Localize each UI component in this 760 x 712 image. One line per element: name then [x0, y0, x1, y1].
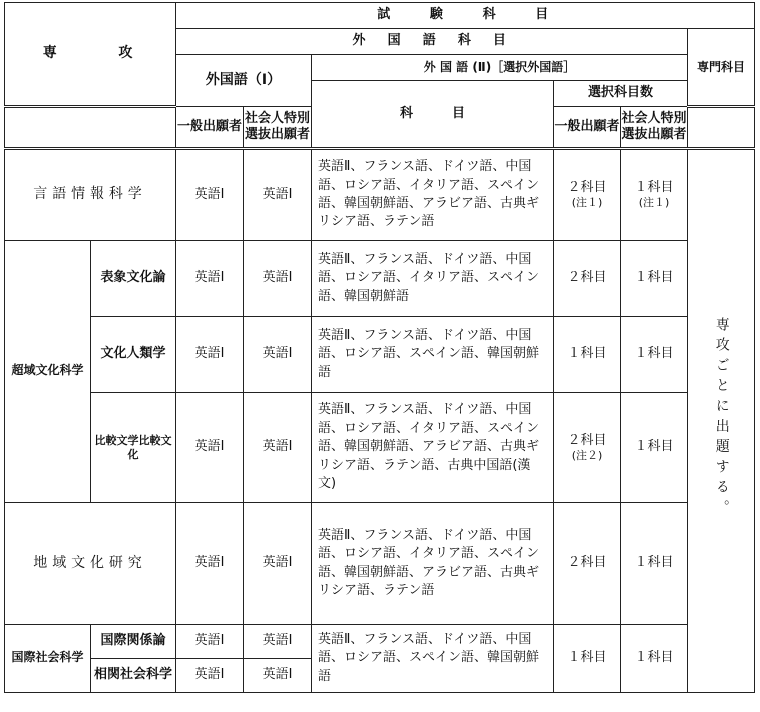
fl1-working-applicant-header: 社会人特別 選抜出願者 — [244, 107, 312, 149]
fl1-working-cell: 英語Ⅰ — [244, 241, 312, 317]
note-1: (注１) — [571, 196, 603, 210]
selection-count-header: 選択科目数 — [554, 81, 688, 107]
fl1-general-cell: 英語Ⅰ — [176, 241, 244, 317]
fl2-general-applicant-header: 一般出願者 — [554, 107, 621, 149]
count-working-cell: １科目 — [621, 625, 688, 693]
foreign-language-header: 外 国 語 科 目 — [176, 29, 688, 55]
sub-major-hyoushou: 表象文化論 — [91, 241, 176, 317]
fl1-general-cell: 英語Ⅰ — [176, 393, 244, 503]
subject-header: 科 目 — [312, 81, 554, 149]
specialty-note-cell — [688, 149, 755, 693]
sub-major-soukan: 相関社会科学 — [91, 659, 176, 693]
note-2: (注２) — [571, 448, 603, 462]
foreign-language-1-header: 外国語（Ⅰ） — [176, 55, 312, 107]
fl2-subjects-cell: 英語Ⅱ、フランス語、ドイツ語、中国語、ロシア語、イタリア語、スペイン語、韓国朝鮮語、アラビア語、古典ギリシア語、ラテン語、古典中国語(漢文) — [312, 393, 554, 503]
sub-major-hikaku: 比較文学比較文化 — [91, 393, 176, 503]
foreign-language-2-header: 外 国 語 (Ⅱ)［選択外国語］ — [312, 55, 688, 81]
count-working-cell: １科目 — [621, 317, 688, 393]
note-1: (注１) — [638, 196, 670, 210]
count-working-cell: １科目 — [621, 393, 688, 503]
fl1-general-applicant-header: 一般出願者 — [176, 107, 244, 149]
count-general-cell: ２科目 — [554, 241, 621, 317]
fl2-working-applicant-header: 社会人特別 選抜出願者 — [621, 107, 688, 149]
sub-major-kankei: 国際関係論 — [91, 625, 176, 659]
fl2-subjects-cell: 英語Ⅱ、フランス語、ドイツ語、中国語、ロシア語、スペイン語、韓国朝鮮語 — [312, 317, 554, 393]
exam-subjects-header: 試 験 科 目 — [176, 3, 755, 29]
fl2-subjects-cell: 英語Ⅱ、フランス語、ドイツ語、中国語、ロシア語、イタリア語、スペイン語、韓国朝鮮語、アラビア語、古典ギリシア語、ラテン語 — [312, 149, 554, 241]
major-chiiki: 地域文化研究 — [5, 503, 176, 625]
specialty-note: 専攻ごとに出題する。 — [713, 316, 730, 520]
fl1-working-cell: 英語Ⅰ — [244, 503, 312, 625]
fl1-working-cell: 英語Ⅰ — [244, 393, 312, 503]
fl1-working-cell: 英語Ⅰ — [244, 659, 312, 693]
fl1-general-cell: 英語Ⅰ — [176, 149, 244, 241]
count-working-cell: １科目 — [621, 503, 688, 625]
fl1-general-cell: 英語Ⅰ — [176, 317, 244, 393]
major-kokusai: 国際社会科学 — [5, 625, 91, 693]
major-header: 専 攻 — [5, 3, 176, 107]
major-header-spacer — [5, 107, 176, 149]
exam-subjects-table — [4, 2, 755, 693]
count-general-cell: １科目 — [554, 317, 621, 393]
count-general-cell: ２科目 — [554, 503, 621, 625]
fl1-general-cell: 英語Ⅰ — [176, 625, 244, 659]
count-general-cell: ２科目 (注１) — [554, 149, 621, 241]
fl1-general-cell: 英語Ⅰ — [176, 659, 244, 693]
fl1-working-cell: 英語Ⅰ — [244, 149, 312, 241]
fl1-general-cell: 英語Ⅰ — [176, 503, 244, 625]
count-working-cell: １科目 (注１) — [621, 149, 688, 241]
major-chouiki: 超域文化科学 — [5, 241, 91, 503]
count-general-cell: １科目 — [554, 625, 621, 693]
fl1-working-cell: 英語Ⅰ — [244, 625, 312, 659]
count-working-cell: １科目 — [621, 241, 688, 317]
fl2-subjects-cell: 英語Ⅱ、フランス語、ドイツ語、中国語、ロシア語、イタリア語、スペイン語、韓国朝鮮語、アラビア語、古典ギリシア語、ラテン語 — [312, 503, 554, 625]
fl2-subjects-cell: 英語Ⅱ、フランス語、ドイツ語、中国語、ロシア語、スペイン語、韓国朝鮮語 — [312, 625, 554, 693]
specialty-header-spacer — [688, 107, 755, 149]
count-general-cell: ２科目 (注２) — [554, 393, 621, 503]
sub-major-bunjin: 文化人類学 — [91, 317, 176, 393]
specialty-header: 専門科目 — [688, 29, 755, 107]
fl2-subjects-cell: 英語Ⅱ、フランス語、ドイツ語、中国語、ロシア語、イタリア語、スペイン語、韓国朝鮮語 — [312, 241, 554, 317]
fl1-working-cell: 英語Ⅰ — [244, 317, 312, 393]
major-gengo: 言語情報科学 — [5, 149, 176, 241]
